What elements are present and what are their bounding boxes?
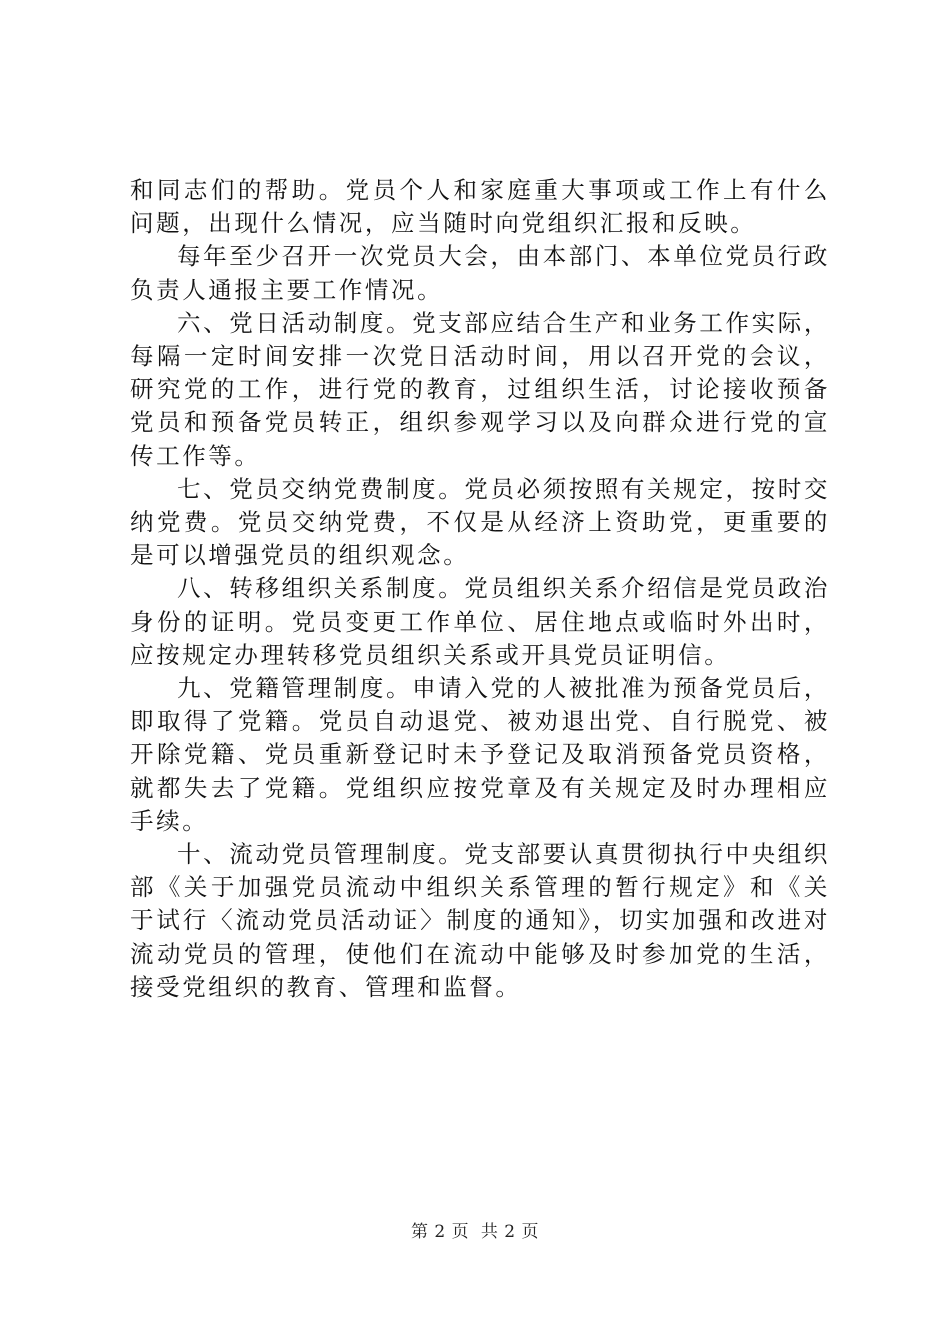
page-number-label: 第 2 页 共 2 页	[410, 1222, 540, 1242]
paragraph: 九、党籍管理制度。申请入党的人被批准为预备党员后，即取得了党籍。党员自动退党、被劝退出党、自行脱党、被开除党籍、党员重新登记时未予登记及取消预备党员资格，就都失去了党籍。党组织应按党章及有关规定及时办理相应手续。	[130, 674, 830, 835]
paragraph: 七、党员交纳党费制度。党员必须按照有关规定，按时交纳党费。党员交纳党费，不仅是从经济上资助党，更重要的是可以增强党员的组织观念。	[130, 474, 830, 570]
paragraph: 和同志们的帮助。党员个人和家庭重大事项或工作上有什么问题，出现什么情况，应当随时向党组织汇报和反映。	[130, 176, 830, 238]
document-body	[130, 174, 830, 1004]
paragraph: 八、转移组织关系制度。党员组织关系介绍信是党员政治身份的证明。党员变更工作单位、居住地点或临时外出时，应按规定办理转移党员组织关系或开具党员证明信。	[130, 574, 830, 669]
paragraph: 每年至少召开一次党员大会，由本部门、本单位党员行政负责人通报主要工作情况。	[130, 242, 830, 304]
paragraph: 十、流动党员管理制度。党支部要认真贯彻执行中央组织部《关于加强党员流动中组织关系管理的暂行规定》和《关于试行〈流动党员活动证〉制度的通知》，切实加强和改进对流动党员的管理，使他们在流动中能够及时参加党的生活，接受党组织的教育、管理和监督。	[130, 840, 830, 1001]
paragraph: 六、党日活动制度。党支部应结合生产和业务工作实际，每隔一定时间安排一次党日活动时间，用以召开党的会议，研究党的工作，进行党的教育，过组织生活，讨论接收预备党员和预备党员转正，组织参观学习以及向群众进行党的宣传工作等。	[130, 308, 830, 470]
page-footer	[0, 1217, 950, 1242]
